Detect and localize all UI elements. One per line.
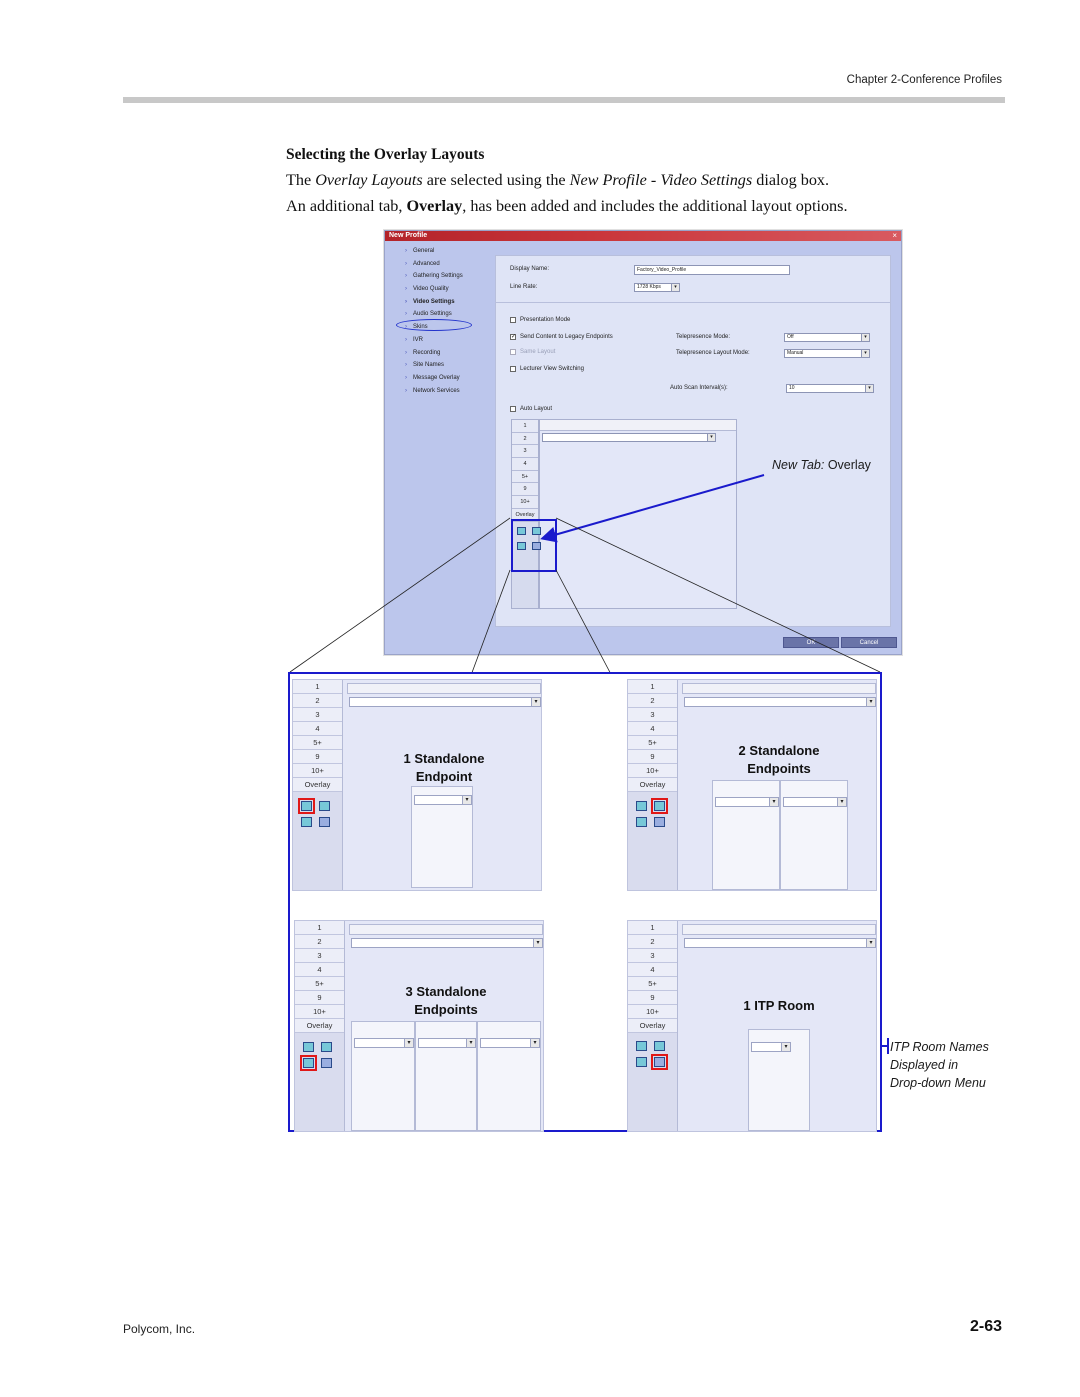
itp-callout-line3: Drop-down Menu	[890, 1076, 986, 1090]
tab-5plus[interactable]: 5+	[293, 736, 342, 750]
telepresence-layout-value: Manual	[787, 350, 804, 356]
tab-1[interactable]: 1	[512, 420, 538, 433]
q2-endpoint-select-2[interactable]	[783, 797, 847, 807]
q1-layout-select[interactable]	[349, 697, 541, 707]
tab-5plus[interactable]: 5+	[512, 471, 538, 484]
tab-9[interactable]: 9	[628, 991, 677, 1005]
chapter-header: Chapter 2-Conference Profiles	[846, 74, 1002, 86]
chevron-right-icon: ›	[405, 248, 407, 254]
q1-endpoint-select[interactable]	[414, 795, 472, 805]
tab-1[interactable]: 1	[628, 680, 677, 694]
quadrant-1-standalone	[292, 679, 542, 891]
tab-3[interactable]: 3	[293, 708, 342, 722]
para2-text-b: Overlay	[406, 197, 463, 215]
q1-endpoint-column	[411, 786, 473, 888]
q2-endpoint-select-1[interactable]	[715, 797, 779, 807]
auto-scan-value: 10	[789, 385, 795, 391]
layout-icon[interactable]	[636, 1057, 647, 1067]
layout-icon[interactable]	[636, 817, 647, 827]
tab-3[interactable]: 3	[512, 445, 538, 458]
close-icon[interactable]: ×	[892, 231, 897, 240]
chevron-down-icon: ▾	[861, 334, 869, 341]
q4-label	[682, 997, 876, 1015]
q2-label-line1: 2 Standalone	[738, 743, 820, 758]
chevron-right-icon: ›	[405, 387, 407, 394]
chevron-down-icon: ▾	[531, 698, 540, 706]
q4-layout-select[interactable]	[684, 938, 876, 948]
send-content-label: Send Content to Legacy Endpoints	[520, 334, 613, 340]
tab-1[interactable]: 1	[295, 921, 344, 935]
tab-1[interactable]: 1	[293, 680, 342, 694]
tab-5plus[interactable]: 5+	[628, 977, 677, 991]
tab-3[interactable]: 3	[628, 708, 677, 722]
q1-header	[347, 683, 541, 694]
q3-endpoint-column-3	[477, 1021, 541, 1131]
para1-text-e: dialog box.	[752, 171, 830, 189]
chevron-down-icon: ▾	[707, 434, 715, 441]
sidebar-item-label: Advanced	[413, 260, 440, 267]
callout-arrow	[544, 475, 764, 538]
q3-endpoint-select-3[interactable]	[480, 1038, 540, 1048]
itp-callout-line2: Displayed in	[890, 1058, 959, 1072]
tab-10plus[interactable]: 10+	[512, 496, 538, 509]
selected-layout-marker	[298, 798, 315, 814]
sidebar-item-label: Video Settings	[413, 298, 455, 305]
selected-layout-marker	[651, 1054, 668, 1070]
q2-tabs	[628, 680, 678, 890]
sidebar-item-label: Video Quality	[413, 286, 449, 293]
q1-label	[347, 750, 541, 786]
telepresence-mode-label: Telepresence Mode:	[676, 334, 731, 340]
q2-endpoint-column-1	[712, 780, 780, 890]
tab-overlay[interactable]: Overlay	[293, 778, 342, 792]
tab-10plus[interactable]: 10+	[628, 764, 677, 778]
chevron-right-icon: ›	[405, 273, 407, 280]
tab-4[interactable]: 4	[628, 963, 677, 977]
zoom-line	[556, 570, 614, 680]
para2-text-c: , has been added and includes the additional layout options.	[462, 197, 848, 215]
chevron-right-icon: ›	[405, 260, 407, 267]
chevron-down-icon: ▾	[533, 939, 542, 947]
tab-4[interactable]: 4	[295, 963, 344, 977]
q4-label-line1: 1 ITP Room	[743, 998, 815, 1013]
selected-layout-marker	[300, 1055, 317, 1071]
chevron-down-icon: ▾	[671, 284, 679, 291]
chevron-down-icon: ▾	[865, 385, 873, 392]
quadrant-2-standalone	[627, 679, 877, 891]
display-name-field[interactable]: Factory_Video_Profile	[634, 265, 790, 275]
q3-endpoint-column-1	[351, 1021, 415, 1131]
tab-overlay[interactable]: Overlay	[628, 778, 677, 792]
layout-icon[interactable]	[654, 1041, 665, 1051]
telepresence-layout-label: Telepresence Layout Mode:	[676, 350, 750, 356]
chevron-right-icon: ›	[405, 336, 407, 343]
chevron-right-icon: ›	[405, 324, 407, 331]
sidebar-item-label: Gathering Settings	[413, 273, 463, 280]
chevron-down-icon: ▾	[769, 798, 778, 806]
footer-company: Polycom, Inc.	[123, 1322, 196, 1336]
tab-10plus[interactable]: 10+	[628, 1005, 677, 1019]
telepresence-mode-value: Off	[787, 334, 794, 340]
layout-icon[interactable]	[654, 817, 665, 827]
para1-text-d: New Profile - Video Settings	[569, 171, 753, 189]
chevron-down-icon: ▾	[404, 1039, 413, 1047]
tab-2[interactable]: 2	[628, 935, 677, 949]
section-title: Selecting the Overlay Layouts	[286, 146, 485, 163]
tab-2[interactable]: 2	[293, 694, 342, 708]
q2-label-line2: Endpoints	[747, 761, 811, 776]
sidebar-item-label: General	[413, 248, 435, 254]
q4-header	[682, 924, 876, 935]
callout-prefix: New Tab:	[772, 458, 828, 472]
tab-5plus[interactable]: 5+	[628, 736, 677, 750]
tab-3[interactable]: 3	[295, 949, 344, 963]
q3-layout-select[interactable]	[351, 938, 543, 948]
q3-header	[349, 924, 543, 935]
tab-overlay[interactable]: Overlay	[512, 509, 538, 522]
display-name-label: Display Name:	[510, 266, 550, 272]
chevron-down-icon: ▾	[462, 796, 471, 804]
tab-4[interactable]: 4	[512, 458, 538, 471]
same-layout-label: Same Layout	[520, 349, 556, 355]
q1-tabs	[293, 680, 343, 890]
tab-5plus[interactable]: 5+	[295, 977, 344, 991]
layout-icon[interactable]	[321, 1058, 332, 1068]
chevron-right-icon: ›	[405, 286, 407, 293]
ok-button[interactable]: OK	[783, 637, 839, 648]
itp-room-callout	[890, 1038, 989, 1092]
dialog-title: New Profile	[389, 232, 428, 239]
tab-9[interactable]: 9	[512, 483, 538, 496]
layout-icon[interactable]	[301, 817, 312, 827]
chevron-right-icon: ›	[405, 311, 407, 318]
layout-icon[interactable]	[303, 1042, 314, 1052]
tab-1[interactable]: 1	[628, 921, 677, 935]
itp-room-select[interactable]	[751, 1042, 791, 1052]
cancel-button[interactable]: Cancel	[841, 637, 897, 648]
layout-icon[interactable]	[319, 801, 330, 811]
sidebar-item-label: Message Overlay	[413, 374, 460, 381]
send-content-checkbox[interactable]: ✓	[511, 334, 517, 340]
sidebar-item-label: Site Names	[413, 362, 445, 369]
tab-9[interactable]: 9	[295, 991, 344, 1005]
para1-text-c: are selected using the	[422, 171, 570, 189]
page-number: 2-63	[969, 1318, 1002, 1335]
para1-text-a: The	[286, 171, 316, 189]
tab-2[interactable]: 2	[295, 935, 344, 949]
chevron-right-icon: ›	[405, 298, 407, 305]
chevron-right-icon: ›	[405, 374, 407, 381]
chevron-down-icon: ▾	[530, 1039, 539, 1047]
q2-label	[682, 742, 876, 778]
chevron-right-icon: ›	[405, 362, 407, 369]
tab-9[interactable]: 9	[293, 750, 342, 764]
chevron-down-icon: ▾	[866, 698, 875, 706]
tab-3[interactable]: 3	[628, 949, 677, 963]
sidebar-item-label: Recording	[413, 349, 441, 356]
zoom-line	[470, 570, 510, 678]
callout-tab-name: Overlay	[827, 458, 871, 472]
layout-icon[interactable]	[321, 1042, 332, 1052]
q2-header	[682, 683, 876, 694]
q3-label-line2: Endpoints	[414, 1002, 478, 1017]
q3-endpoint-column-2	[415, 1021, 477, 1131]
para1-text-b: Overlay Layouts	[315, 171, 423, 189]
layout-icon[interactable]	[636, 1041, 647, 1051]
sidebar-item-label: Skins	[413, 324, 428, 331]
tab-overlay[interactable]: Overlay	[295, 1019, 344, 1033]
q4-tabs	[628, 921, 678, 1131]
tab-2[interactable]: 2	[512, 433, 538, 446]
line-rate-value: 1728 Kbps	[637, 284, 661, 290]
chevron-down-icon: ▾	[866, 939, 875, 947]
q1-label-line1: 1 Standalone	[403, 751, 485, 766]
tab-9[interactable]: 9	[628, 750, 677, 764]
quadrant-3-standalone	[294, 920, 544, 1132]
tab-4[interactable]: 4	[293, 722, 342, 736]
tab-4[interactable]: 4	[628, 722, 677, 736]
zoom-line	[290, 518, 510, 672]
q2-layout-select[interactable]	[684, 697, 876, 707]
presentation-mode-label: Presentation Mode	[520, 317, 571, 323]
sidebar-item-label: Audio Settings	[413, 311, 452, 318]
chevron-down-icon: ▾	[861, 350, 869, 357]
tab-10plus[interactable]: 10+	[293, 764, 342, 778]
q3-tabs	[295, 921, 345, 1131]
q3-endpoint-select-1[interactable]	[354, 1038, 414, 1048]
layout-icon[interactable]	[319, 817, 330, 827]
q2-endpoint-column-2	[780, 780, 848, 890]
chevron-down-icon: ▾	[466, 1039, 475, 1047]
tab-10plus[interactable]: 10+	[295, 1005, 344, 1019]
auto-layout-label: Auto Layout	[520, 406, 553, 412]
q3-endpoint-select-2[interactable]	[418, 1038, 476, 1048]
tab-overlay[interactable]: Overlay	[628, 1019, 677, 1033]
q1-label-line2: Endpoint	[415, 769, 473, 784]
q4-itp-column	[748, 1029, 810, 1131]
itp-callout-line1: ITP Room Names	[890, 1040, 989, 1054]
layout-icon[interactable]	[636, 801, 647, 811]
zoom-line	[556, 518, 880, 672]
sidebar-item-label: IVR	[413, 336, 424, 343]
auto-scan-label: Auto Scan Interval(s):	[670, 385, 728, 391]
tab-2[interactable]: 2	[628, 694, 677, 708]
chevron-down-icon: ▾	[837, 798, 846, 806]
quadrant-4-itp-room	[627, 920, 877, 1132]
q3-label	[349, 983, 543, 1019]
lecturer-view-label: Lecturer View Switching	[520, 366, 584, 372]
sidebar-item-label: Network Services	[413, 387, 460, 394]
overlay-detail-box	[288, 672, 882, 1132]
chevron-right-icon: ›	[405, 349, 407, 356]
q3-label-line1: 3 Standalone	[405, 984, 487, 999]
para2-text-a: An additional tab,	[286, 197, 407, 215]
line-rate-label: Line Rate:	[510, 284, 538, 290]
chevron-down-icon: ▾	[781, 1043, 790, 1051]
selected-layout-marker	[651, 798, 668, 814]
